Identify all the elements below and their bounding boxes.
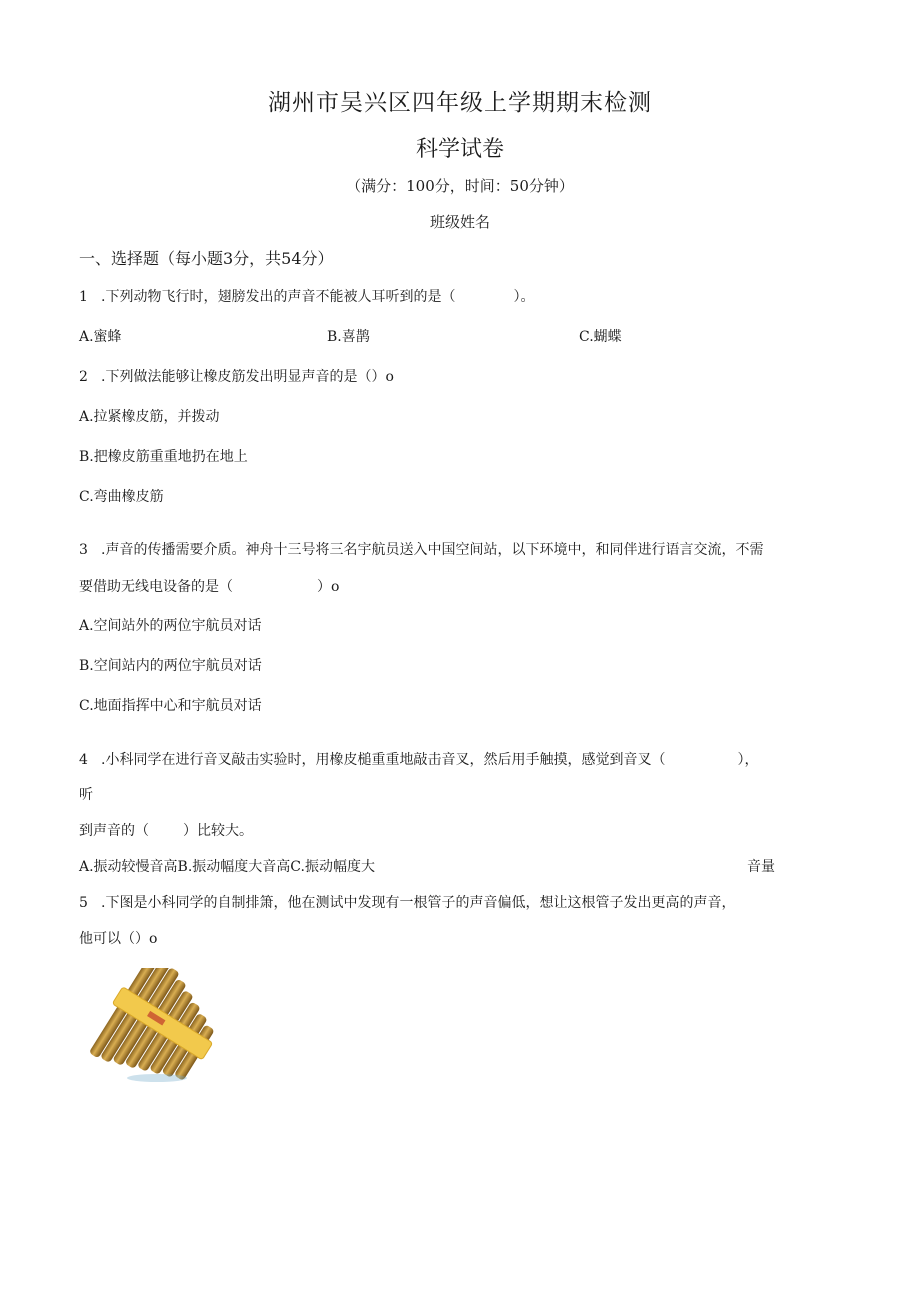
question-text-end: ）比较大。 (183, 823, 253, 839)
option-b[interactable]: B.把橡皮筋重重地扔在地上 (79, 449, 248, 465)
question-text: 要借助无线电设备的是（ (79, 579, 233, 595)
question-4-line-2: 听 (79, 787, 93, 803)
option-a[interactable]: A.拉紧橡皮筋，并拨动 (79, 409, 220, 425)
option-c[interactable]: C.地面指挥中心和宇航员对话 (79, 698, 262, 714)
exam-title: 湖州市吴兴区四年级上学期期末检测 (268, 90, 652, 116)
option-b[interactable]: B.喜鹊 (327, 329, 370, 345)
question-text: .下图是小科同学的自制排箫，他在测试中发现有一根管子的声音偏低，想让这根管子发出更高的声音， (101, 895, 736, 911)
question-5 (79, 892, 735, 912)
question-3-line-2 (79, 576, 339, 596)
pan-flute-image (77, 968, 242, 1086)
question-text-end: ）。 (513, 289, 535, 305)
section-heading: 一、选择题（每小题3分，共54分） (79, 249, 334, 268)
question-5-line-2: 他可以（）o (79, 931, 158, 947)
question-text: 到声音的（ (79, 823, 149, 839)
question-2 (79, 366, 394, 386)
option-a[interactable]: A.空间站外的两位宇航员对话 (79, 618, 262, 634)
exam-meta: （满分：100分，时间：50分钟） (346, 177, 574, 195)
options-line[interactable]: A.振动较慢音高B.振动幅度大音高C.振动幅度大 (79, 859, 375, 875)
option-c[interactable]: C.蝴蝶 (579, 329, 622, 345)
question-number: 3 (79, 542, 88, 558)
question-text: .下列做法能够让橡皮筋发出明显声音的是（）o (101, 369, 394, 385)
option-c[interactable]: C.弯曲橡皮筋 (79, 489, 164, 505)
question-4-line-3 (79, 820, 253, 840)
question-4 (79, 749, 758, 769)
question-text: .下列动物飞行时，翅膀发出的声音不能被人耳听到的是（ (101, 289, 456, 305)
question-number: 2 (79, 369, 88, 385)
question-3 (79, 539, 763, 559)
question-number: 5 (79, 895, 88, 911)
option-b[interactable]: B.空间站内的两位宇航员对话 (79, 658, 262, 674)
options-tail[interactable]: 音量 (747, 859, 775, 875)
question-number: 1 (79, 289, 88, 305)
class-name-line: 班级姓名 (429, 213, 490, 231)
exam-subtitle: 科学试卷 (415, 137, 504, 162)
question-number: 4 (79, 752, 88, 768)
question-text: .声音的传播需要介质。神舟十三号将三名宇航员送入中国空间站，以下环境中，和同伴进行语言交流，不需 (101, 542, 764, 558)
question-text-end: ）o (317, 579, 340, 595)
question-text: .小科同学在进行音叉敲击实验时，用橡皮槌重重地敲击音叉，然后用手触摸，感觉到音叉（ (101, 752, 666, 768)
option-a[interactable]: A.蜜蜂 (79, 329, 122, 345)
question-1 (79, 286, 534, 306)
question-text-end: ）， (737, 752, 759, 768)
